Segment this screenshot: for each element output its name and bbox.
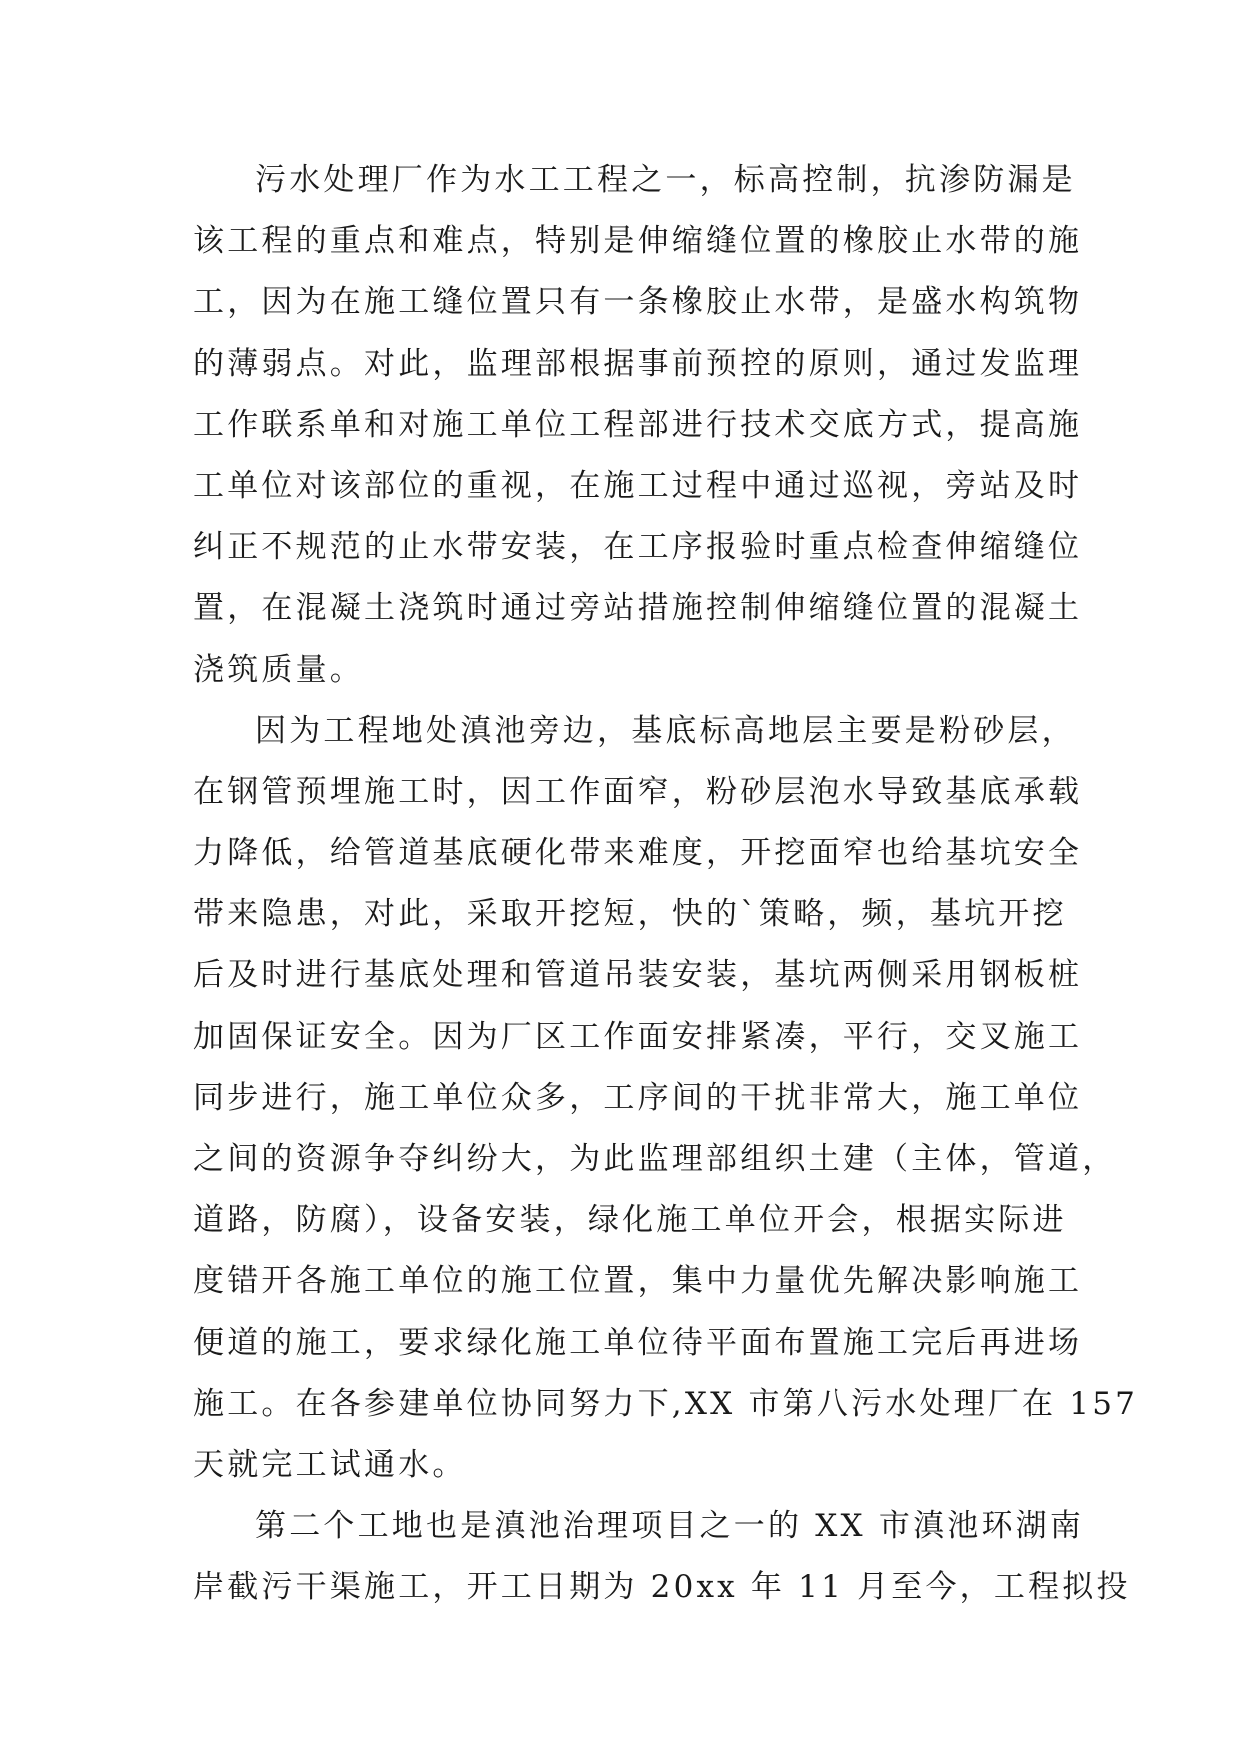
paragraph-line: 同步进行，施工单位众多，工序间的干扰非常大，施工单位	[193, 1079, 1083, 1116]
paragraph-line: 后及时进行基底处理和管道吊装安装，基坑两侧采用钢板桩	[193, 957, 1083, 994]
paragraph-line: 的薄弱点。对此，监理部根据事前预控的原则，通过发监理	[193, 345, 1083, 382]
paragraph-line: 岸截污干渠施工，开工日期为 20xx 年 11 月至今，工程拟投	[193, 1569, 1131, 1606]
paragraph-1	[193, 150, 1083, 701]
paragraph-line: 第二个工地也是滇池治理项目之一的 XX 市滇池环湖南	[255, 1508, 1085, 1545]
paragraph-line: 带来隐患，对此，采取开挖短，快的`策略，频，基坑开挖	[193, 896, 1067, 933]
document-body	[193, 150, 1139, 1619]
paragraph-line: 置，在混凝土浇筑时通过旁站措施控制伸缩缝位置的混凝土	[193, 590, 1083, 627]
paragraph-line: 天就完工试通水。	[193, 1446, 467, 1483]
paragraph-line: 在钢管预埋施工时，因工作面窄，粉砂层泡水导致基底承载	[193, 773, 1083, 810]
paragraph-line: 工，因为在施工缝位置只有一条橡胶止水带，是盛水构筑物	[193, 284, 1083, 321]
paragraph-2	[193, 701, 1139, 1496]
paragraph-line: 工单位对该部位的重视，在施工过程中通过巡视，旁站及时	[193, 467, 1083, 504]
paragraph-line: 力降低，给管道基底硬化带来难度，开挖面窄也给基坑安全	[193, 835, 1083, 872]
paragraph-line: 道路，防腐），设备安装，绿化施工单位开会，根据实际进	[193, 1202, 1067, 1239]
paragraph-line: 工作联系单和对施工单位工程部进行技术交底方式，提高施	[193, 406, 1083, 443]
paragraph-line: 便道的施工，要求绿化施工单位待平面布置施工完后再进场	[193, 1324, 1083, 1361]
paragraph-line: 因为工程地处滇池旁边，基底标高地层主要是粉砂层，	[255, 712, 1076, 749]
paragraph-line: 度错开各施工单位的施工位置，集中力量优先解决影响施工	[193, 1263, 1083, 1300]
paragraph-line: 之间的资源争夺纠纷大，为此监理部组织土建（主体，管道，	[193, 1141, 1117, 1177]
paragraph-line: 纠正不规范的止水带安装，在工序报验时重点检查伸缩缝位	[193, 529, 1083, 566]
paragraph-line: 浇筑质量。	[193, 651, 364, 688]
paragraph-line: 污水处理厂作为水工工程之一，标高控制，抗渗防漏是	[255, 162, 1076, 198]
paragraph-line: 加固保证安全。因为厂区工作面安排紧凑，平行，交叉施工	[193, 1018, 1083, 1055]
paragraph-line: 该工程的重点和难点，特别是伸缩缝位置的橡胶止水带的施	[193, 223, 1083, 260]
paragraph-3	[193, 1496, 1131, 1618]
paragraph-line: 施工。在各参建单位协同努力下,XX 市第八污水处理厂在 157	[193, 1385, 1139, 1422]
